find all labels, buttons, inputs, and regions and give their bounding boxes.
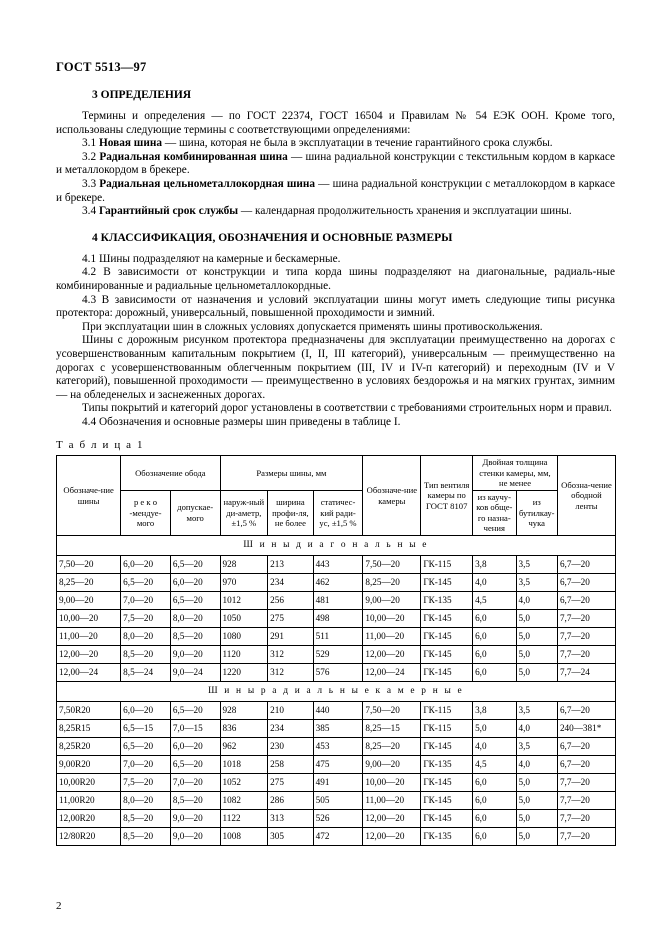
cell-valve: ГК-145 — [421, 573, 473, 591]
cell-wall-butyl: 4,0 — [516, 719, 557, 737]
cell-rim-alt: 8,5—20 — [170, 791, 220, 809]
cell-diameter: 836 — [220, 719, 268, 737]
paragraph-4-4: 4.4 Обозначения и основные размеры шин приведены в таблице I. — [82, 415, 401, 428]
cell-flap: 6,7—20 — [557, 701, 615, 719]
definition-term: Радиальная комбинированная шина — [99, 150, 288, 163]
cell-valve: ГК-115 — [421, 719, 473, 737]
section-heading-definitions: 3 ОПРЕДЕЛЕНИЯ — [92, 89, 192, 101]
cell-radius: 505 — [313, 791, 363, 809]
tyre-dimensions-table — [56, 455, 616, 846]
cell-flap: 7,7—20 — [557, 609, 615, 627]
cell-wall-butyl: 3,5 — [516, 737, 557, 755]
cell-tube: 12,00—20 — [363, 809, 421, 827]
cell-rim-alt: 6,5—20 — [170, 555, 220, 573]
cell-radius: 440 — [313, 701, 363, 719]
paragraph-4-3-note: При эксплуатации шин в сложных условиях допускается применять шины противоскольжения. — [82, 320, 543, 333]
cell-flap: 6,7—20 — [557, 555, 615, 573]
cell-width: 275 — [268, 609, 314, 627]
cell-wall-butyl: 5,0 — [516, 809, 557, 827]
table-row — [57, 573, 616, 591]
cell-radius: 529 — [313, 645, 363, 663]
cell-radius: 475 — [313, 755, 363, 773]
cell-diameter: 1122 — [220, 809, 268, 827]
paragraph-road-categories: Типы покрытий и категорий дорог установлены в соответствии с требованиями строительных норм и правил. — [82, 402, 612, 415]
header-flap-designation: Обозна-чение ободной ленты — [557, 456, 615, 536]
cell-valve: ГК-145 — [421, 737, 473, 755]
cell-valve: ГК-145 — [421, 609, 473, 627]
definition-text: — шина радиальной конструкции с текстильным кордом в каркасе и металлокордом в брекере. — [56, 150, 615, 177]
cell-flap: 6,7—20 — [557, 573, 615, 591]
cell-radius: 481 — [313, 591, 363, 609]
cell-rim-rec: 6,5—15 — [121, 719, 171, 737]
paragraph-4-1: 4.1 Шины подразделяют на камерные и бескамерные. — [82, 252, 341, 265]
definition-term: Радиальная цельнометаллокордная шина — [99, 177, 316, 190]
cell-valve: ГК-135 — [421, 591, 473, 609]
cell-radius: 498 — [313, 609, 363, 627]
cell-flap: 7,7—20 — [557, 645, 615, 663]
cell-tube: 9,00—20 — [363, 591, 421, 609]
cell-diameter: 1052 — [220, 773, 268, 791]
cell-wall-rubber: 6,0 — [473, 773, 516, 791]
cell-wall-butyl: 3,5 — [516, 555, 557, 573]
cell-width: 291 — [268, 627, 314, 645]
cell-wall-butyl: 5,0 — [516, 627, 557, 645]
cell-radius: 526 — [313, 809, 363, 827]
group-title: Ш и н ы р а д и а л ь н ы е к а м е р н ы е — [57, 681, 616, 701]
cell-valve: ГК-145 — [421, 645, 473, 663]
cell-rim-rec: 6,5—20 — [121, 737, 171, 755]
cell-diameter: 928 — [220, 555, 268, 573]
cell-width: 305 — [268, 827, 314, 845]
cell-rim-rec: 7,5—20 — [121, 609, 171, 627]
header-wall-rubber: из каучу-ков обще-го назна-чения — [473, 490, 516, 535]
table-row — [57, 645, 616, 663]
definition-term: Новая шина — [98, 137, 162, 150]
cell-rim-alt: 6,0—20 — [170, 573, 220, 591]
cell-rim-alt: 6,5—20 — [170, 591, 220, 609]
cell-width: 210 — [268, 701, 314, 719]
cell-tube: 11,00—20 — [363, 627, 421, 645]
cell-valve: ГК-145 — [421, 791, 473, 809]
cell-tyre: 12/80R20 — [57, 827, 121, 845]
definition-text: — шина радиальной конструкции с металлокордом в каркасе и брекере. — [56, 177, 615, 204]
cell-tyre: 11,00R20 — [57, 791, 121, 809]
header-wall-group: Двойная толщина стенки камеры, мм, не менее — [473, 456, 558, 491]
table-row — [57, 591, 616, 609]
cell-rim-alt: 9,0—20 — [170, 645, 220, 663]
cell-tyre: 12,00—20 — [57, 645, 121, 663]
table-row — [57, 719, 616, 737]
cell-rim-alt: 8,5—20 — [170, 627, 220, 645]
cell-valve: ГК-115 — [421, 555, 473, 573]
cell-tyre: 12,00—24 — [57, 663, 121, 681]
cell-tube: 8,25—20 — [363, 573, 421, 591]
definition-number: 3.2 — [82, 150, 97, 163]
header-rim-group: Обозначение обода — [121, 456, 220, 491]
cell-diameter: 1018 — [220, 755, 268, 773]
group-heading-diagonal — [57, 535, 616, 555]
cell-wall-butyl: 5,0 — [516, 773, 557, 791]
cell-diameter: 1080 — [220, 627, 268, 645]
cell-tube: 7,50—20 — [363, 701, 421, 719]
section-heading-classification: 4 КЛАССИФИКАЦИЯ, ОБОЗНАЧЕНИЯ И ОСНОВНЫЕ РАЗМЕРЫ — [92, 231, 453, 244]
cell-rim-rec: 7,0—20 — [121, 755, 171, 773]
cell-rim-alt: 8,0—20 — [170, 609, 220, 627]
cell-wall-rubber: 4,0 — [473, 573, 516, 591]
header-valve-type: Тип вентиля камеры по ГОСТ 8107 — [421, 456, 473, 536]
table-row — [57, 627, 616, 645]
definition-text: — календарная продолжительность хранения и эксплуатации шины. — [238, 205, 572, 218]
header-wall-butyl: из бутилкау-чука — [516, 490, 557, 535]
cell-tube: 12,00—24 — [363, 663, 421, 681]
header-size-group: Размеры шины, мм — [220, 456, 363, 491]
cell-radius: 385 — [313, 719, 363, 737]
cell-tyre: 8,25—20 — [57, 573, 121, 591]
cell-valve: ГК-145 — [421, 663, 473, 681]
cell-wall-butyl: 5,0 — [516, 663, 557, 681]
cell-wall-butyl: 5,0 — [516, 609, 557, 627]
header-rim-allowed: допускае-мого — [170, 490, 220, 535]
cell-rim-alt: 6,0—20 — [170, 737, 220, 755]
cell-tyre: 11,00—20 — [57, 627, 121, 645]
cell-diameter: 1220 — [220, 663, 268, 681]
cell-rim-rec: 8,0—20 — [121, 627, 171, 645]
cell-rim-alt: 6,5—20 — [170, 755, 220, 773]
cell-wall-butyl: 4,0 — [516, 755, 557, 773]
cell-radius: 472 — [313, 827, 363, 845]
cell-flap: 7,7—20 — [557, 809, 615, 827]
cell-radius: 491 — [313, 773, 363, 791]
cell-wall-butyl: 5,0 — [516, 645, 557, 663]
table-row — [57, 737, 616, 755]
cell-tube: 10,00—20 — [363, 609, 421, 627]
definition-number: 3.3 — [82, 177, 97, 190]
cell-rim-rec: 8,5—24 — [121, 663, 171, 681]
cell-diameter: 1012 — [220, 591, 268, 609]
definition-3-2 — [56, 151, 615, 178]
cell-rim-alt: 9,0—20 — [170, 809, 220, 827]
cell-wall-butyl: 4,0 — [516, 591, 557, 609]
definition-number: 3.1 — [82, 137, 97, 150]
definition-3-1 — [56, 137, 615, 151]
table-row — [57, 701, 616, 719]
cell-wall-butyl: 3,5 — [516, 573, 557, 591]
cell-width: 312 — [268, 663, 314, 681]
cell-rim-rec: 8,5—20 — [121, 809, 171, 827]
cell-rim-rec: 6,5—20 — [121, 573, 171, 591]
table-row — [57, 773, 616, 791]
header-rim-recommended: р е к о -мендуе-мого — [121, 490, 171, 535]
cell-wall-rubber: 6,0 — [473, 809, 516, 827]
definitions-intro: Термины и определения — по ГОСТ 22374, ГОСТ 16504 и Правилам № 54 ЕЭК ООН. Кроме того, использованы следующие термины с соответствующими определениями: — [56, 110, 615, 136]
table-row — [57, 609, 616, 627]
cell-rim-rec: 7,5—20 — [121, 773, 171, 791]
cell-diameter: 1082 — [220, 791, 268, 809]
cell-tyre: 9,00R20 — [57, 755, 121, 773]
cell-valve: ГК-135 — [421, 827, 473, 845]
cell-tube: 12,00—20 — [363, 645, 421, 663]
cell-flap: 7,7—24 — [557, 663, 615, 681]
group-title: Ш и н ы д и а г о н а л ь н ы е — [57, 535, 616, 555]
cell-tube: 8,25—20 — [363, 737, 421, 755]
paragraph-4-2: 4.2 В зависимости от конструкции и типа корда шины подразделяют на диагональные, радиаль-ные комбинированные и радиальные цельнометаллокордные. — [56, 266, 615, 292]
cell-tyre: 10,00R20 — [57, 773, 121, 791]
cell-width: 234 — [268, 573, 314, 591]
cell-diameter: 1050 — [220, 609, 268, 627]
table-row — [57, 827, 616, 845]
definition-number: 3.4 — [82, 205, 97, 218]
cell-flap: 240—381* — [557, 719, 615, 737]
cell-wall-butyl: 3,5 — [516, 701, 557, 719]
cell-wall-rubber: 6,0 — [473, 645, 516, 663]
cell-wall-rubber: 6,0 — [473, 627, 516, 645]
cell-flap: 6,7—20 — [557, 737, 615, 755]
cell-radius: 453 — [313, 737, 363, 755]
cell-flap: 6,7—20 — [557, 755, 615, 773]
cell-diameter: 970 — [220, 573, 268, 591]
cell-tube: 8,25—15 — [363, 719, 421, 737]
group-heading-radial-tube — [57, 681, 616, 701]
cell-radius: 462 — [313, 573, 363, 591]
cell-tube: 11,00—20 — [363, 791, 421, 809]
document-header: ГОСТ 5513—97 — [56, 60, 147, 74]
definition-term: Гарантийный срок службы — [98, 205, 239, 218]
table-body — [57, 535, 616, 845]
cell-width: 213 — [268, 555, 314, 573]
cell-wall-rubber: 6,0 — [473, 791, 516, 809]
cell-wall-rubber: 6,0 — [473, 663, 516, 681]
paragraph-4-3: 4.3 В зависимости от назначения и условий эксплуатации шины могут иметь следующие типы рисунка протектора: дорожный, универсальный, повышенной проходимости и зимний. — [56, 293, 615, 320]
cell-wall-butyl: 5,0 — [516, 827, 557, 845]
cell-diameter: 1008 — [220, 827, 268, 845]
cell-valve: ГК-145 — [421, 773, 473, 791]
cell-width: 312 — [268, 645, 314, 663]
cell-width: 275 — [268, 773, 314, 791]
definition-3-4 — [56, 205, 615, 219]
cell-flap: 6,7—20 — [557, 591, 615, 609]
cell-rim-rec: 8,0—20 — [121, 791, 171, 809]
cell-width: 256 — [268, 591, 314, 609]
cell-tube: 7,50—20 — [363, 555, 421, 573]
cell-width: 286 — [268, 791, 314, 809]
cell-rim-alt: 9,0—20 — [170, 827, 220, 845]
cell-flap: 7,7—20 — [557, 627, 615, 645]
definition-text: — шина, которая не была в эксплуатации в течение гарантийного срока службы. — [162, 137, 553, 150]
cell-wall-rubber: 4,5 — [473, 591, 516, 609]
table-header-row-1 — [57, 456, 616, 491]
cell-tyre: 12,00R20 — [57, 809, 121, 827]
cell-wall-butyl: 5,0 — [516, 791, 557, 809]
header-tyre-designation: Обозначе-ние шины — [57, 456, 121, 536]
table-row — [57, 809, 616, 827]
cell-wall-rubber: 6,0 — [473, 827, 516, 845]
table-row — [57, 663, 616, 681]
cell-valve: ГК-145 — [421, 809, 473, 827]
cell-tube: 9,00—20 — [363, 755, 421, 773]
cell-wall-rubber: 6,0 — [473, 609, 516, 627]
header-tube-designation: Обозначе-ние камеры — [363, 456, 421, 536]
cell-diameter: 962 — [220, 737, 268, 755]
cell-wall-rubber: 4,0 — [473, 737, 516, 755]
header-profile-width: ширина профи-ля, не более — [268, 490, 314, 535]
cell-rim-rec: 8,5—20 — [121, 645, 171, 663]
cell-rim-rec: 8,5—20 — [121, 827, 171, 845]
cell-flap: 7,7—20 — [557, 773, 615, 791]
cell-width: 230 — [268, 737, 314, 755]
cell-rim-alt: 7,0—20 — [170, 773, 220, 791]
cell-tyre: 9,00—20 — [57, 591, 121, 609]
cell-valve: ГК-145 — [421, 627, 473, 645]
cell-diameter: 928 — [220, 701, 268, 719]
cell-rim-alt: 9,0—24 — [170, 663, 220, 681]
header-static-radius: статичес-кий ради-ус, ±1,5 % — [313, 490, 363, 535]
cell-width: 234 — [268, 719, 314, 737]
page-number: 2 — [56, 900, 62, 912]
cell-valve: ГК-135 — [421, 755, 473, 773]
cell-flap: 7,7—20 — [557, 791, 615, 809]
cell-rim-rec: 6,0—20 — [121, 701, 171, 719]
cell-wall-rubber: 3,8 — [473, 555, 516, 573]
definition-3-3 — [56, 178, 615, 205]
paragraph-tread-patterns: Шины с дорожным рисунком протектора предназначены для эксплуатации преимущественно на дорогах с усовершенствованным капитальным покрытием (I, II, III категорий), универсальным — преимущественно на дорогах с усовершенствованным облегченным покрытием (III, IV и IV-п категорий) и переходным (IV и V категорий), повышенной проходимости — преимущественно в условиях бездорожья и на мягких грунтах, зимним — на обледенелых и заснеженных дорогах. — [56, 334, 615, 401]
cell-tyre: 7,50R20 — [57, 701, 121, 719]
cell-radius: 576 — [313, 663, 363, 681]
cell-wall-rubber: 4,5 — [473, 755, 516, 773]
cell-rim-alt: 7,0—15 — [170, 719, 220, 737]
cell-flap: 7,7—20 — [557, 827, 615, 845]
cell-tyre: 10,00—20 — [57, 609, 121, 627]
cell-tyre: 7,50—20 — [57, 555, 121, 573]
cell-diameter: 1120 — [220, 645, 268, 663]
cell-tyre: 8,25R15 — [57, 719, 121, 737]
cell-tyre: 8,25R20 — [57, 737, 121, 755]
cell-radius: 443 — [313, 555, 363, 573]
cell-tube: 12,00—20 — [363, 827, 421, 845]
cell-tube: 10,00—20 — [363, 773, 421, 791]
cell-radius: 511 — [313, 627, 363, 645]
cell-rim-rec: 7,0—20 — [121, 591, 171, 609]
table-row — [57, 791, 616, 809]
cell-wall-rubber: 5,0 — [473, 719, 516, 737]
table-row — [57, 755, 616, 773]
cell-wall-rubber: 3,8 — [473, 701, 516, 719]
cell-width: 258 — [268, 755, 314, 773]
table-caption: Т а б л и ц а 1 — [56, 439, 145, 452]
cell-valve: ГК-115 — [421, 701, 473, 719]
cell-width: 313 — [268, 809, 314, 827]
table-row — [57, 555, 616, 573]
cell-rim-alt: 6,5—20 — [170, 701, 220, 719]
cell-rim-rec: 6,0—20 — [121, 555, 171, 573]
header-outer-diameter: наруж-ный ди-аметр, ±1,5 % — [220, 490, 268, 535]
